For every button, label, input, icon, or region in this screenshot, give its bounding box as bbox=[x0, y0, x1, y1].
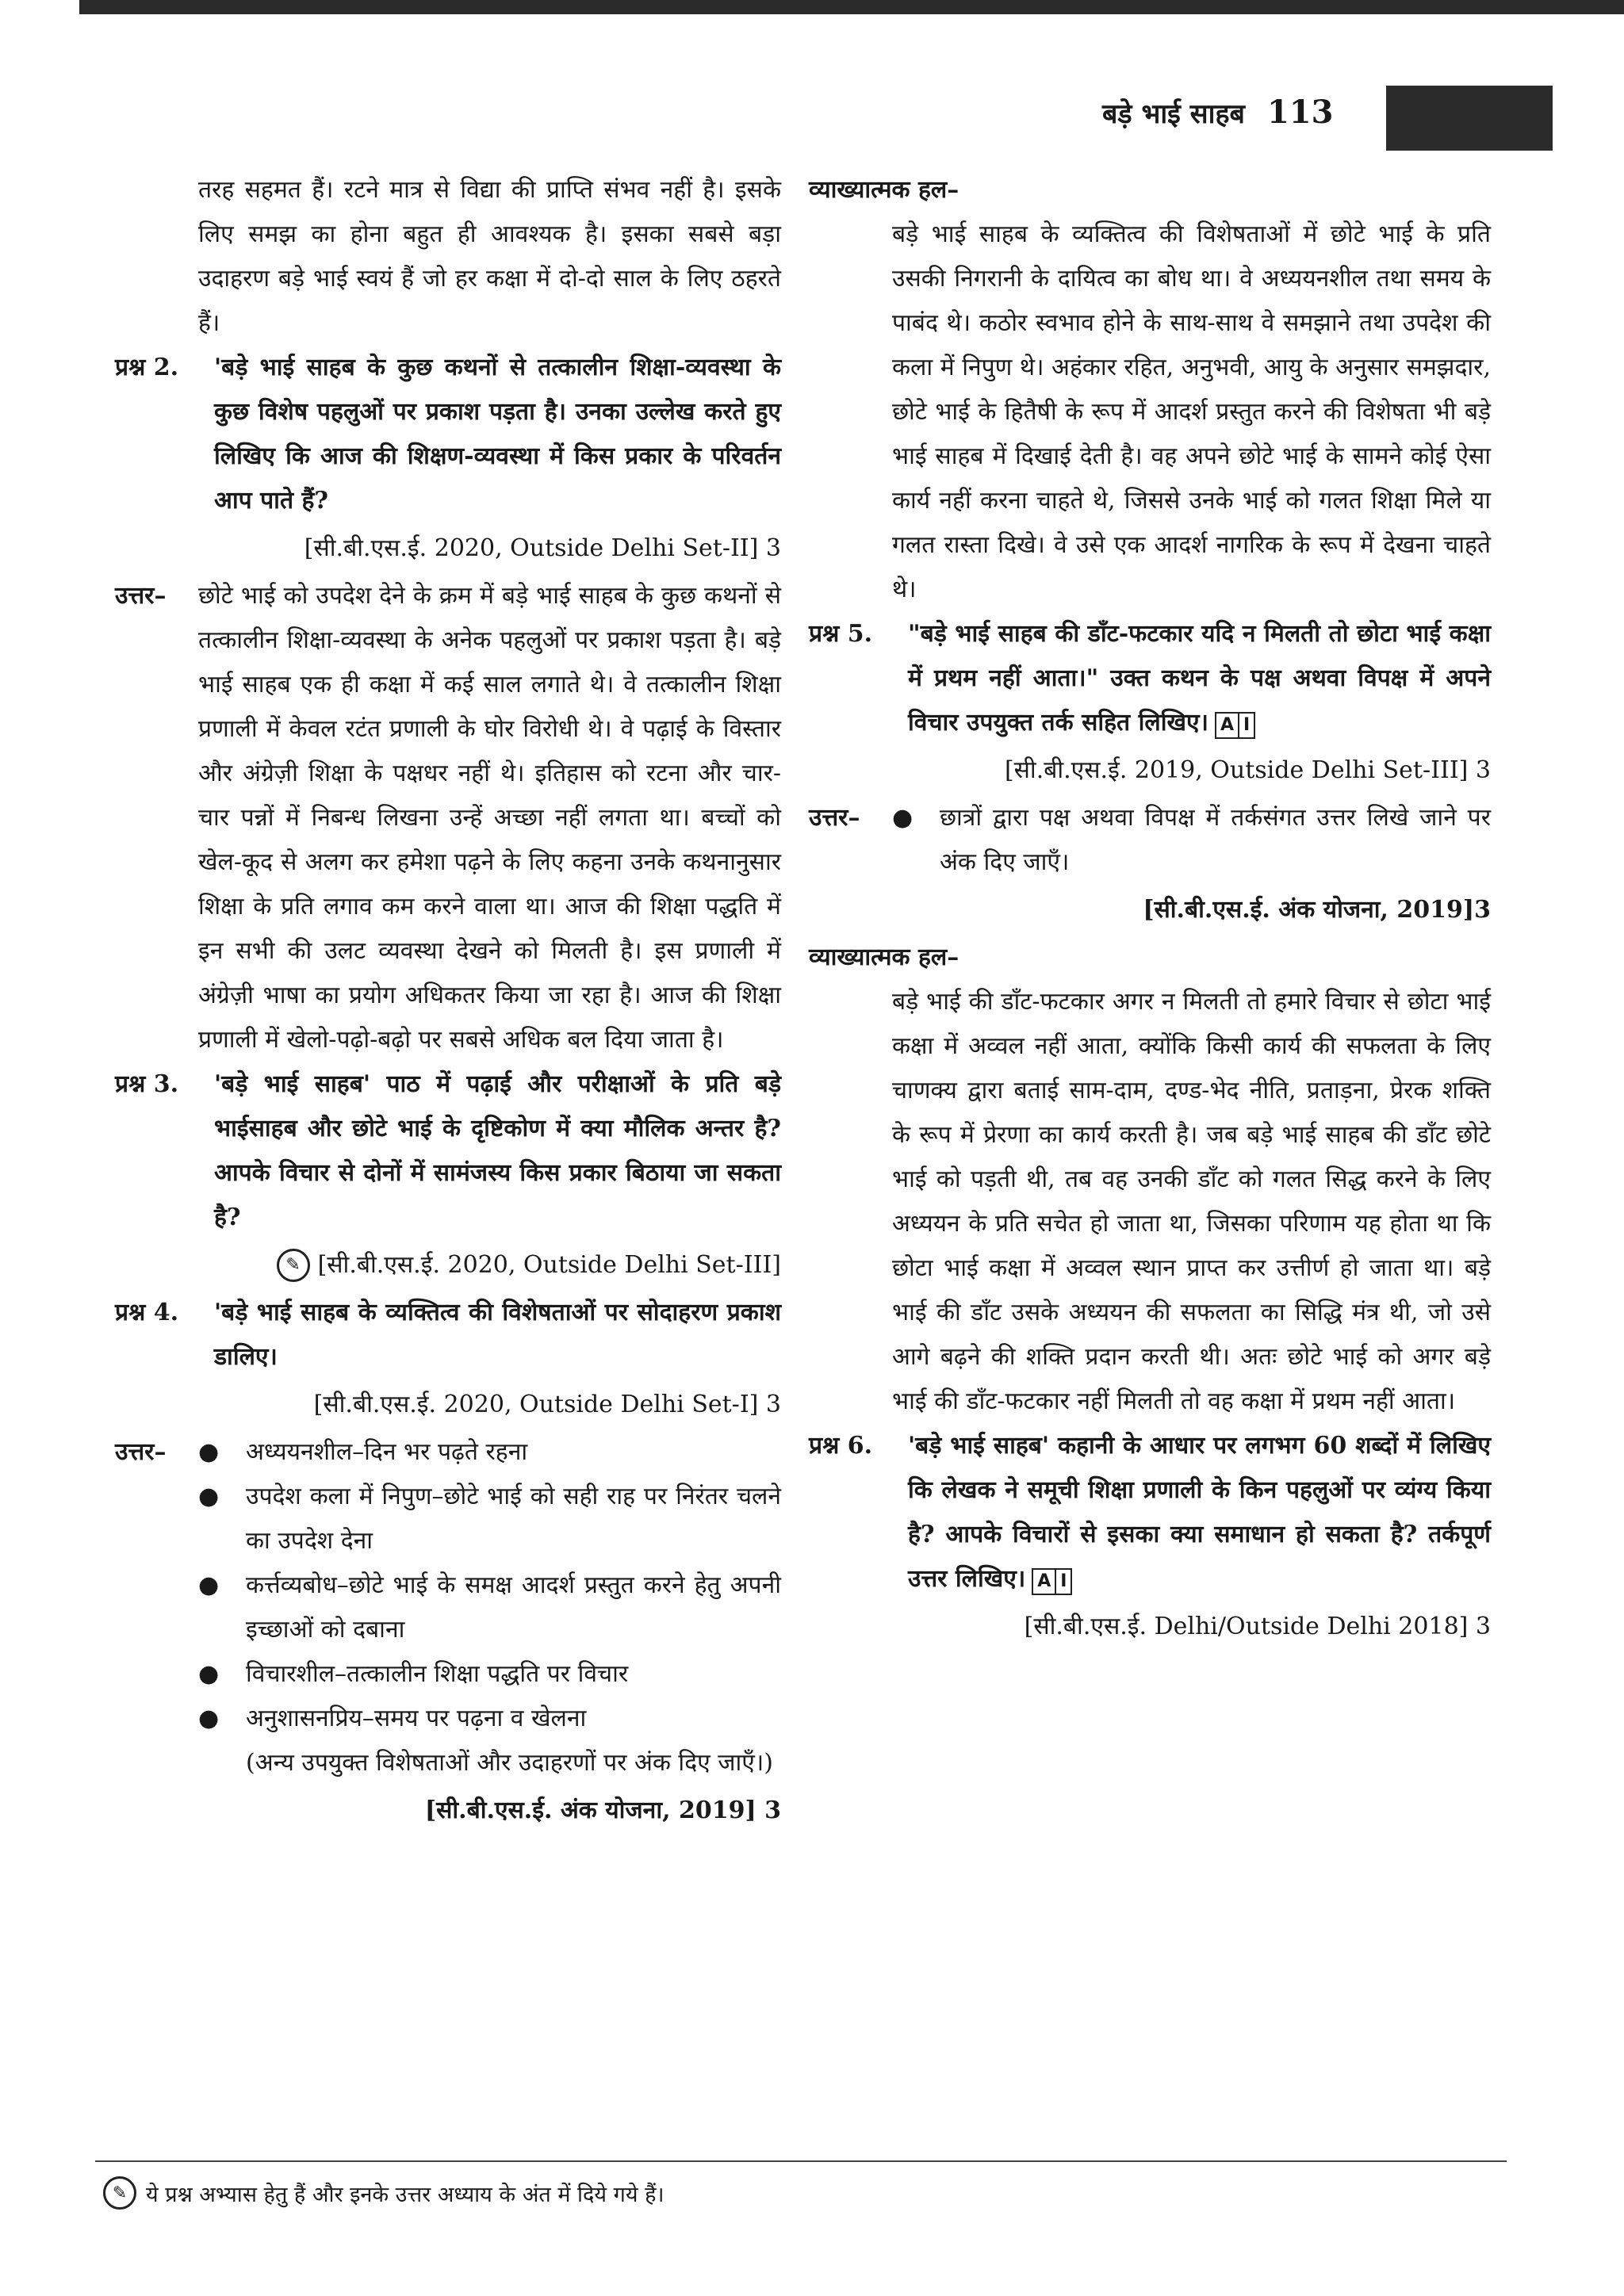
header-bar bbox=[1386, 86, 1553, 151]
question-text: 'बड़े भाई साहब के व्यक्तित्व की विशेषताओं पर सोदाहरण प्रकाश डालिए। bbox=[214, 1299, 781, 1371]
question-reference: [सी.बी.एस.ई. 2020, Outside Delhi Set-II] 3 bbox=[304, 534, 781, 562]
answer-note: (अन्य उपयुक्त विशेषताओं और उदाहरणों पर अंक दिए जाएँ।) bbox=[246, 1749, 773, 1777]
question-reference bbox=[115, 1243, 781, 1288]
question-label: प्रश्न 5. bbox=[809, 620, 873, 648]
running-title: बड़े भाई साहब bbox=[1102, 98, 1245, 130]
answer-2 bbox=[115, 574, 781, 1062]
bullet-icon: ● bbox=[198, 1571, 220, 1599]
question-6 bbox=[809, 1424, 1491, 1601]
answer-bullets bbox=[198, 1430, 781, 1741]
question-label: प्रश्न 6. bbox=[809, 1432, 873, 1460]
footer-rule bbox=[95, 2160, 1507, 2162]
right-column bbox=[809, 168, 1491, 1652]
question-reference: [सी.बी.एस.ई. Delhi/Outside Delhi 2018] 3 bbox=[1024, 1613, 1491, 1640]
answer-body bbox=[892, 796, 1491, 936]
list-item: ● अध्ययनशील–दिन भर पढ़ते रहना bbox=[198, 1430, 781, 1475]
question-3 bbox=[115, 1062, 781, 1240]
practice-question-icon: ✎ bbox=[103, 2176, 136, 2210]
answer-label: उत्तर– bbox=[809, 804, 860, 832]
question-text: 'बड़े भाई साहब' कहानी के आधार पर लगभग 60 शब्दों में लिखिए कि लेखक ने समूची शिक्षा प्रणाली के किन पहलुओं पर व्यंग्य किया है? आपके विचारों से इसका क्या समाधान हो सकता है? तर्कपूर्ण उत्तर लिखिए। A I bbox=[908, 1424, 1491, 1601]
explanation-heading: व्याख्यात्मक हल– bbox=[809, 176, 959, 204]
explanation-text: बड़े भाई साहब के व्यक्तित्व की विशेषताओं में छोटे भाई के प्रति उसकी निगरानी के दायित्व का बोध था। वे अध्ययनशील तथा समय के पाबंद थे। कठोर स्वभाव होने के साथ-साथ वे समझाने तथा उपदेश की कला में निपुण थे। अहंकार रहित, अनुभवी, आयु के अनुसार समझदार, छोटे भाई के हितैषी के रूप में आदर्श प्रस्तुत करने की विशेषता भी बड़े भाई साहब में दिखाई देती है। वह अपने छोटे भाई के सामने कोई ऐसा कार्य नहीं करना चाहते थे, जिससे उनके भाई को गलत शिक्षा मिले या गलत रास्ता दिखे। वे उसे एक आदर्श नागरिक के रूप में देखना चाहते थे। bbox=[892, 220, 1491, 603]
list-item: ● छात्रों द्वारा पक्ष अथवा विपक्ष में तर्कसंगत उत्तर लिखे जाने पर अंक दिए जाएँ। bbox=[892, 796, 1491, 885]
question-text: 'बड़े भाई साहब' पाठ में पढ़ाई और परीक्षाओं के प्रति बड़े भाईसाहब और छोटे भाई के दृष्टिकोण में क्या मौलिक अन्तर है? आपके विचार से दोनों में सामंजस्य किस प्रकार बिठाया जा सकता है? bbox=[214, 1070, 781, 1231]
answer-text: छोटे भाई को उपदेश देने के क्रम में बड़े भाई साहब के कुछ कथनों से तत्कालीन शिक्षा-व्यवस्था के अनेक पहलुओं पर प्रकाश पड़ता है। बड़े भाई साहब एक ही कक्षा में कई साल लगाते थे। वे तत्कालीन शिक्षा प्रणाली में केवल रटंत प्रणाली के घोर विरोधी थे। वे पढ़ाई के विस्तार और अंग्रेज़ी शिक्षा के पक्षधर नहीं थे। इतिहास को रटना और चार-चार पन्नों में निबन्ध लिखना उन्हें अच्छा नहीं लगता था। बच्चों को खेल-कूद से अलग कर हमेशा पढ़ने के लिए कहना उनके कथनानुसार शिक्षा के प्रति लगाव कम करने वाला था। आज की शिक्षा पद्धति में इन सभी की उलट व्यवस्था देखने को मिलती है। इस प्रणाली में अंग्रेज़ी भाषा का प्रयोग अधिकतर किया जा रहा है। आज की शिक्षा प्रणाली में खेलो-पढ़ो-बढ़ो पर सबसे अधिक बल दिया जाता है। bbox=[198, 582, 781, 1054]
question-5 bbox=[809, 612, 1491, 745]
intro-paragraph: तरह सहमत हैं। रटने मात्र से विद्या की प्राप्ति संभव नहीं है। इसके लिए समझ का होना बहुत ही आवश्यक है। इसका सबसे बड़ा उदाहरण बड़े भाई स्वयं हैं जो हर कक्षा में दो-दो साल के लिए ठहरते हैं। bbox=[198, 176, 781, 337]
footnote-text: ये प्रश्न अभ्यास हेतु हैं और इनके उत्तर अध्याय के अंत में दिये गये हैं। bbox=[146, 2182, 665, 2207]
footnote bbox=[103, 2176, 665, 2210]
question-4 bbox=[115, 1291, 781, 1380]
question-label: प्रश्न 2. bbox=[115, 354, 179, 381]
list-item: ● अनुशासनप्रिय–समय पर पढ़ना व खेलना bbox=[198, 1697, 781, 1741]
list-item: ● कर्त्तव्यबोध–छोटे भाई के समक्ष आदर्श प्रस्तुत करने हेतु अपनी इच्छाओं को दबाना bbox=[198, 1563, 781, 1652]
question-label: प्रश्न 3. bbox=[115, 1070, 179, 1098]
question-text: 'बड़े भाई साहब के कुछ कथनों से तत्कालीन शिक्षा-व्यवस्था के कुछ विशेष पहलुओं पर प्रकाश पड़ता है। उनका उल्लेख करते हुए लिखिए कि आज की शिक्षण-व्यवस्था में किस प्रकार के परिवर्तन आप पाते हैं? bbox=[214, 354, 781, 515]
ai-badge: A I bbox=[1215, 712, 1255, 739]
question-reference: [सी.बी.एस.ई. 2020, Outside Delhi Set-I] 3 bbox=[313, 1391, 781, 1418]
page-number: 113 bbox=[1266, 94, 1334, 131]
list-item: ● विचारशील–तत्कालीन शिक्षा पद्धति पर विचार bbox=[198, 1652, 781, 1697]
question-label: प्रश्न 4. bbox=[115, 1299, 179, 1326]
bullet-icon: ● bbox=[198, 1705, 220, 1732]
answer-5 bbox=[809, 796, 1491, 936]
explanation-text: बड़े भाई की डाँट-फटकार अगर न मिलती तो हमारे विचार से छोटा भाई कक्षा में अव्वल नहीं आता, क्योंकि किसी कार्य की सफलता के लिए चाणक्य द्वारा बताई साम-दाम, दण्ड-भेद नीति, प्रताड़ना, प्रेरक शक्ति के रूप में प्रेरणा का कार्य करती है। जब बड़े भाई साहब की डाँट छोटे भाई को पड़ती थी, तब वह उनकी डाँट को गलत सिद्ध करने के लिए अध्ययन के प्रति सचेत हो जाता था, जिसका परिणाम यह होता था कि छोटा भाई कक्षा में अव्वल स्थान प्राप्त कर उत्तीर्ण हो जाता था। बड़े भाई की डाँट उसके अध्ययन की सफलता का सिद्धि मंत्र थी, जो उसे आगे बढ़ने की शक्ति प्रदान करती थी। अतः छोटे भाई को अगर बड़े भाई की डाँट-फटकार नहीं मिलती तो वह कक्षा में प्रथम नहीं आता। bbox=[892, 988, 1491, 1415]
page-header bbox=[1102, 94, 1347, 131]
left-column bbox=[115, 168, 781, 1836]
answer-4 bbox=[115, 1430, 781, 1836]
question-reference: [सी.बी.एस.ई. 2019, Outside Delhi Set-III] 3 bbox=[1004, 756, 1491, 784]
question-text: "बड़े भाई साहब की डाँट-फटकार यदि न मिलती तो छोटा भाई कक्षा में प्रथम नहीं आता।" उक्त कथन के पक्ष अथवा विपक्ष में अपने विचार उपयुक्त तर्क सहित लिखिए। A I bbox=[908, 612, 1491, 745]
practice-question-icon: ✎ bbox=[277, 1249, 310, 1282]
top-rule bbox=[79, 0, 1624, 14]
marking-scheme-reference: [सी.बी.एस.ई. अंक योजना, 2019]3 bbox=[1143, 896, 1491, 924]
bullet-icon: ● bbox=[198, 1483, 220, 1510]
answer-label: उत्तर– bbox=[115, 1438, 167, 1466]
answer-label: उत्तर– bbox=[115, 582, 167, 610]
question-2 bbox=[115, 346, 781, 523]
bullet-icon: ● bbox=[198, 1438, 220, 1466]
marking-scheme-reference: [सी.बी.एस.ई. अंक योजना, 2019] 3 bbox=[424, 1797, 781, 1824]
reference-text: [सी.बी.एस.ई. 2020, Outside Delhi Set-III] bbox=[317, 1251, 781, 1279]
bullet-icon: ● bbox=[892, 804, 914, 832]
ai-badge: A I bbox=[1032, 1568, 1072, 1595]
list-item: ● उपदेश कला में निपुण–छोटे भाई को सही राह पर निरंतर चलने का उपदेश देना bbox=[198, 1475, 781, 1563]
bullet-icon: ● bbox=[198, 1660, 220, 1688]
answer-body bbox=[198, 1430, 781, 1836]
explanation-heading: व्याख्यात्मक हल– bbox=[809, 943, 959, 971]
answer-bullets bbox=[892, 796, 1491, 885]
